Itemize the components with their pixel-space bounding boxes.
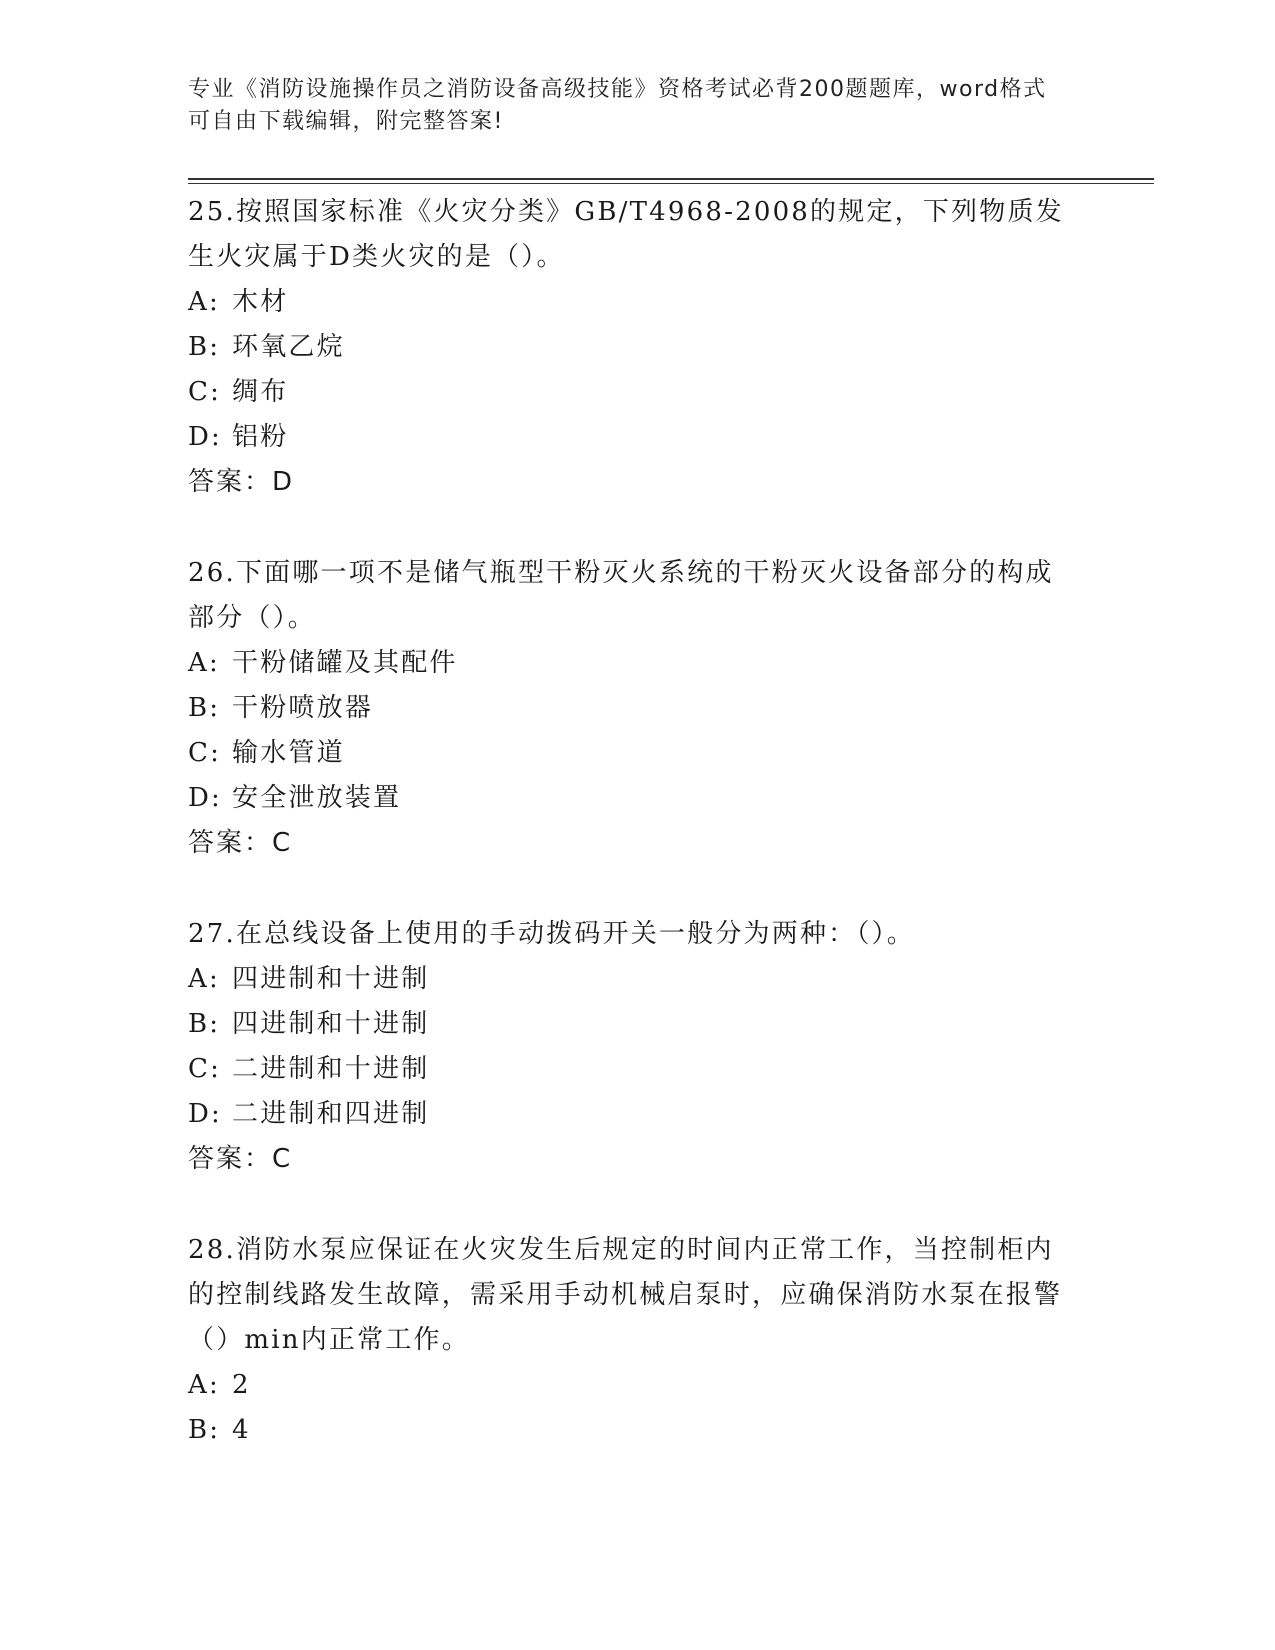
option-d: [188, 1092, 1088, 1137]
answer-text: 答案：D: [188, 467, 295, 497]
option-a: [188, 957, 1088, 1002]
question-text: 26.下面哪一项不是储气瓶型干粉灭火系统的干粉灭火设备部分的构成部分（）。: [188, 558, 1054, 633]
option-c: [188, 370, 1088, 415]
option-list: [188, 1363, 1088, 1453]
option-b: [188, 325, 1088, 370]
question-text: 25.按照国家标准《火灾分类》GB/T4968-2008的规定，下列物质发生火灾属于D类火灾的是（）。: [188, 197, 1064, 272]
option-letter: C:: [188, 377, 222, 407]
option-text: 安全泄放装置: [232, 783, 402, 813]
option-letter: D:: [188, 783, 223, 813]
header-divider-thick: [188, 178, 1154, 180]
question-25: [188, 190, 1088, 505]
option-a: [188, 1363, 1088, 1408]
option-d: [188, 415, 1088, 460]
option-text: 输水管道: [232, 738, 345, 768]
option-letter: C:: [188, 1054, 222, 1084]
option-text: 干粉喷放器: [232, 693, 374, 723]
question-text: 28.消防水泵应保证在火灾发生后规定的时间内正常工作，当控制柜内的控制线路发生故障，需采用手动机械启泵时，应确保消防水泵在报警（）min内正常工作。: [188, 1235, 1063, 1355]
option-letter: A:: [188, 648, 220, 678]
option-list: [188, 280, 1088, 460]
option-text: 木材: [232, 287, 289, 317]
document-header: 专业《消防设施操作员之消防设备高级技能》资格考试必背200题题库，word格式可自由下载编辑，附完整答案!: [188, 77, 1047, 134]
option-letter: D:: [188, 1099, 223, 1129]
option-text: 二进制和四进制: [232, 1099, 430, 1129]
option-letter: A:: [188, 287, 220, 317]
option-letter: A:: [188, 964, 220, 994]
option-text: 绸布: [232, 377, 289, 407]
question-26: [188, 551, 1088, 866]
question-28: [188, 1228, 1088, 1453]
header-divider-thin: [188, 183, 1154, 184]
option-d: [188, 776, 1088, 821]
option-b: [188, 1408, 1088, 1453]
option-a: [188, 280, 1088, 325]
option-letter: B:: [188, 693, 221, 723]
option-text: 4: [232, 1415, 251, 1445]
option-list: [188, 641, 1088, 821]
option-text: 四进制和十进制: [232, 1009, 430, 1039]
question-27: [188, 912, 1088, 1182]
answer-text: 答案：C: [188, 1144, 293, 1174]
option-letter: A:: [188, 1370, 220, 1400]
question-list: [188, 190, 1088, 1499]
option-text: 干粉储罐及其配件: [232, 648, 458, 678]
option-a: [188, 641, 1088, 686]
option-c: [188, 1047, 1088, 1092]
option-letter: B:: [188, 1415, 221, 1445]
option-list: [188, 957, 1088, 1137]
option-c: [188, 731, 1088, 776]
option-letter: B:: [188, 332, 221, 362]
option-text: 环氧乙烷: [232, 332, 345, 362]
question-text: 27.在总线设备上使用的手动拨码开关一般分为两种：（）。: [188, 919, 915, 949]
option-b: [188, 1002, 1088, 1047]
option-text: 铝粉: [232, 422, 289, 452]
option-letter: C:: [188, 738, 222, 768]
option-text: 2: [232, 1370, 251, 1400]
answer-text: 答案：C: [188, 828, 293, 858]
option-text: 四进制和十进制: [232, 964, 430, 994]
option-text: 二进制和十进制: [232, 1054, 430, 1084]
option-letter: B:: [188, 1009, 221, 1039]
option-letter: D:: [188, 422, 223, 452]
option-b: [188, 686, 1088, 731]
